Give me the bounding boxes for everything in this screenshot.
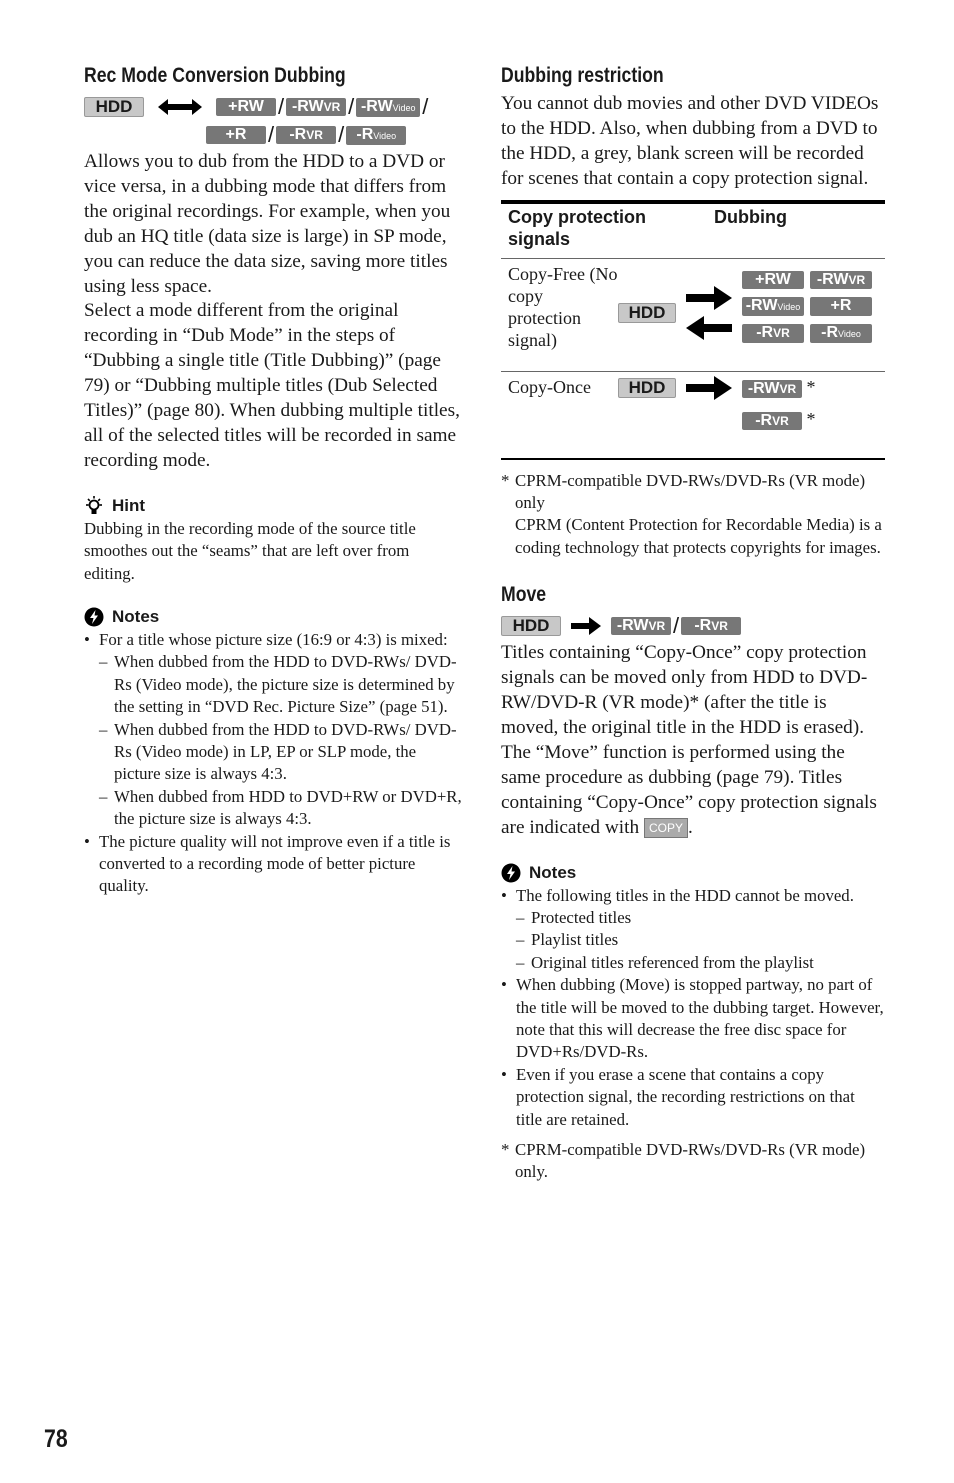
rw-video-badge: -RWVideo bbox=[742, 297, 804, 316]
caution-icon bbox=[501, 863, 521, 883]
rw-vr-badge: -RWVR bbox=[742, 380, 802, 398]
list-item: • When dubbing (Move) is stopped partway, no part of the title will be moved to the dubbing target. However, note that this will decrease the free disc space for DVD+Rs/DVD-Rs. bbox=[501, 974, 885, 1064]
hdd-badge: HDD bbox=[618, 303, 676, 323]
plus-r-badge: +R bbox=[206, 126, 266, 144]
dubbing-table bbox=[501, 200, 885, 460]
hint-heading: Hint bbox=[112, 495, 146, 515]
r-vr-badge: -RVR bbox=[742, 412, 802, 430]
list-item: – Protected titles bbox=[516, 907, 885, 929]
list-item: • Even if you erase a scene that contains a copy protection signal, the recording restrictions on that title are retained. bbox=[501, 1064, 885, 1131]
rw-vr-badge: -RWVR bbox=[286, 98, 346, 116]
left-notes-section bbox=[84, 605, 464, 898]
list-item: • The following titles in the HDD cannot be moved. – Protected titles – Playlist titles – Original titles referenced from the playlist bbox=[501, 885, 885, 975]
hdd-badge: HDD bbox=[501, 616, 561, 636]
rw-vr-badge: -RWVR bbox=[611, 617, 671, 635]
rec-mode-instructions: Select a mode different from the original recording in “Dub Mode” in the steps of “Dubbing a single title (Title Dubbing)” (page 79) or “Dubbing multiple titles (Dub Selected Titles)” (page 80). When dubbing multiple titles, all of the selected titles will be recorded in same recording mode. bbox=[84, 300, 460, 471]
footnote-text: CPRM (Content Protection for Recordable Media) is a coding technology that protects copyrights for images. bbox=[515, 515, 882, 557]
table-row bbox=[501, 371, 885, 459]
list-item: • For a title whose picture size (16:9 or 4:3) is mixed: – When dubbed from the HDD to DVD-RWs/ DVD-Rs (Video mode), the picture size is determined by the setting in “DVD Rec. Picture Size” (page 51). – When dubbed from the HDD to DVD-RWs/ DVD-Rs (Video mode) in LP, EP or SLP mode, the picture size is always 4:3. – When dubbed from HDD to DVD+RW or DVD+R, the picture size is always 4:3. bbox=[84, 629, 464, 831]
plus-rw-badge: +RW bbox=[742, 271, 804, 289]
r-video-badge: -RVideo bbox=[346, 126, 406, 145]
r-vr-badge: -RVR bbox=[276, 126, 336, 144]
lightbulb-icon bbox=[84, 495, 104, 517]
move-text: Titles containing “Copy-Once” copy protection signals can be moved only from HDD to DVD-RW/DVD-R (VR mode)* (after the title is moved, the original title in the HDD is erased). The “Move” function is performed using the same procedure as dubbing (page 79). Titles containing “Copy-Once” copy protection signals are indicated with COPY . bbox=[501, 642, 877, 838]
rec-mode-badges: HDD +RW / -RWVR / -RWVideo / +R / -RVR / -RVideo bbox=[84, 93, 464, 149]
table-header-dubbing: Dubbing bbox=[707, 202, 885, 259]
r-vr-badge: -RVR bbox=[681, 617, 741, 635]
copy-free-badges bbox=[742, 271, 872, 343]
double-arrow-icon bbox=[158, 97, 202, 117]
list-item: • The picture quality will not improve even if a title is converted to a recording mode of better picture quality. bbox=[84, 831, 464, 898]
right-column bbox=[501, 60, 885, 1184]
list-item: – Original titles referenced from the playlist bbox=[516, 952, 885, 974]
caution-icon bbox=[84, 607, 104, 627]
left-notes-heading: Notes bbox=[112, 607, 160, 626]
list-item: – When dubbed from the HDD to DVD-RWs/ DVD-Rs (Video mode) in LP, EP or SLP mode, the picture size is always 4:3. bbox=[99, 719, 464, 786]
list-item: – When dubbed from the HDD to DVD-RWs/ DVD-Rs (Video mode), the picture size is determined by the setting in “DVD Rec. Picture Size” (page 51). bbox=[99, 651, 464, 718]
list-item: – Playlist titles bbox=[516, 929, 885, 951]
move-badges: HDD -RWVR / -RVR bbox=[501, 611, 885, 641]
hdd-badge: HDD bbox=[84, 97, 144, 117]
move-heading: Move bbox=[501, 583, 547, 607]
footnote-asterisk: * bbox=[806, 408, 816, 429]
left-notes-list bbox=[84, 629, 464, 898]
left-column bbox=[84, 60, 464, 898]
page-number: 78 bbox=[44, 1425, 68, 1453]
plus-rw-badge: +RW bbox=[216, 98, 276, 116]
footnote-asterisk: * bbox=[806, 376, 816, 397]
dubbing-restriction-heading: Dubbing restriction bbox=[501, 64, 664, 87]
footnote-text: CPRM-compatible DVD-RWs/DVD-Rs (VR mode) only bbox=[515, 470, 866, 513]
hint-section bbox=[84, 494, 464, 585]
left-arrow-icon bbox=[686, 316, 732, 340]
plus-r-badge: +R bbox=[810, 297, 872, 316]
right-notes-section bbox=[501, 861, 885, 1184]
restriction-footnote: * CPRM-compatible DVD-RWs/DVD-Rs (VR mode) only CPRM (Content Protection for Recordable Media) is a coding technology that protects copyrights for images. bbox=[501, 470, 885, 560]
right-arrow-icon bbox=[686, 286, 732, 310]
hdd-badge: HDD bbox=[618, 378, 676, 398]
copy-free-label: Copy-Free (No copy protection signal) bbox=[508, 263, 618, 350]
table-row bbox=[501, 258, 885, 371]
right-notes-heading: Notes bbox=[529, 862, 577, 882]
right-arrow-icon bbox=[686, 376, 732, 400]
table-header-signals: Copy protection signals bbox=[501, 202, 707, 259]
dubbing-restriction-text: You cannot dub movies and other DVD VIDEOs to the HDD. Also, when dubbing from a DVD to the HDD, a grey, blank screen will be recorded for scenes that contain a copy protection signal. bbox=[501, 93, 879, 189]
copy-icon: COPY bbox=[644, 818, 688, 838]
list-item: – When dubbed from HDD to DVD+RW or DVD+R, the picture size is always 4:3. bbox=[99, 786, 464, 831]
right-arrow-icon bbox=[571, 617, 601, 635]
rec-mode-description: Allows you to dub from the HDD to a DVD or vice versa, in a dubbing mode that differs from the original recordings. For example, when you dub an HQ title (data size is large) in SP mode, you can reduce the data size, saving more titles using less space. bbox=[84, 151, 451, 297]
move-footnote: * CPRM-compatible DVD-RWs/DVD-Rs (VR mode) only. bbox=[501, 1139, 866, 1182]
rw-video-badge: -RWVideo bbox=[356, 98, 420, 117]
rw-vr-badge: -RWVR bbox=[810, 271, 872, 289]
copy-once-label: Copy-Once bbox=[508, 376, 591, 397]
right-notes-list bbox=[501, 885, 885, 1131]
r-video-badge: -RVideo bbox=[810, 324, 872, 343]
hint-text: Dubbing in the recording mode of the source title smoothes out the “seams” that are left over from editing. bbox=[84, 518, 416, 583]
r-vr-badge: -RVR bbox=[742, 324, 804, 343]
rec-mode-heading: Rec Mode Conversion Dubbing bbox=[84, 64, 346, 87]
